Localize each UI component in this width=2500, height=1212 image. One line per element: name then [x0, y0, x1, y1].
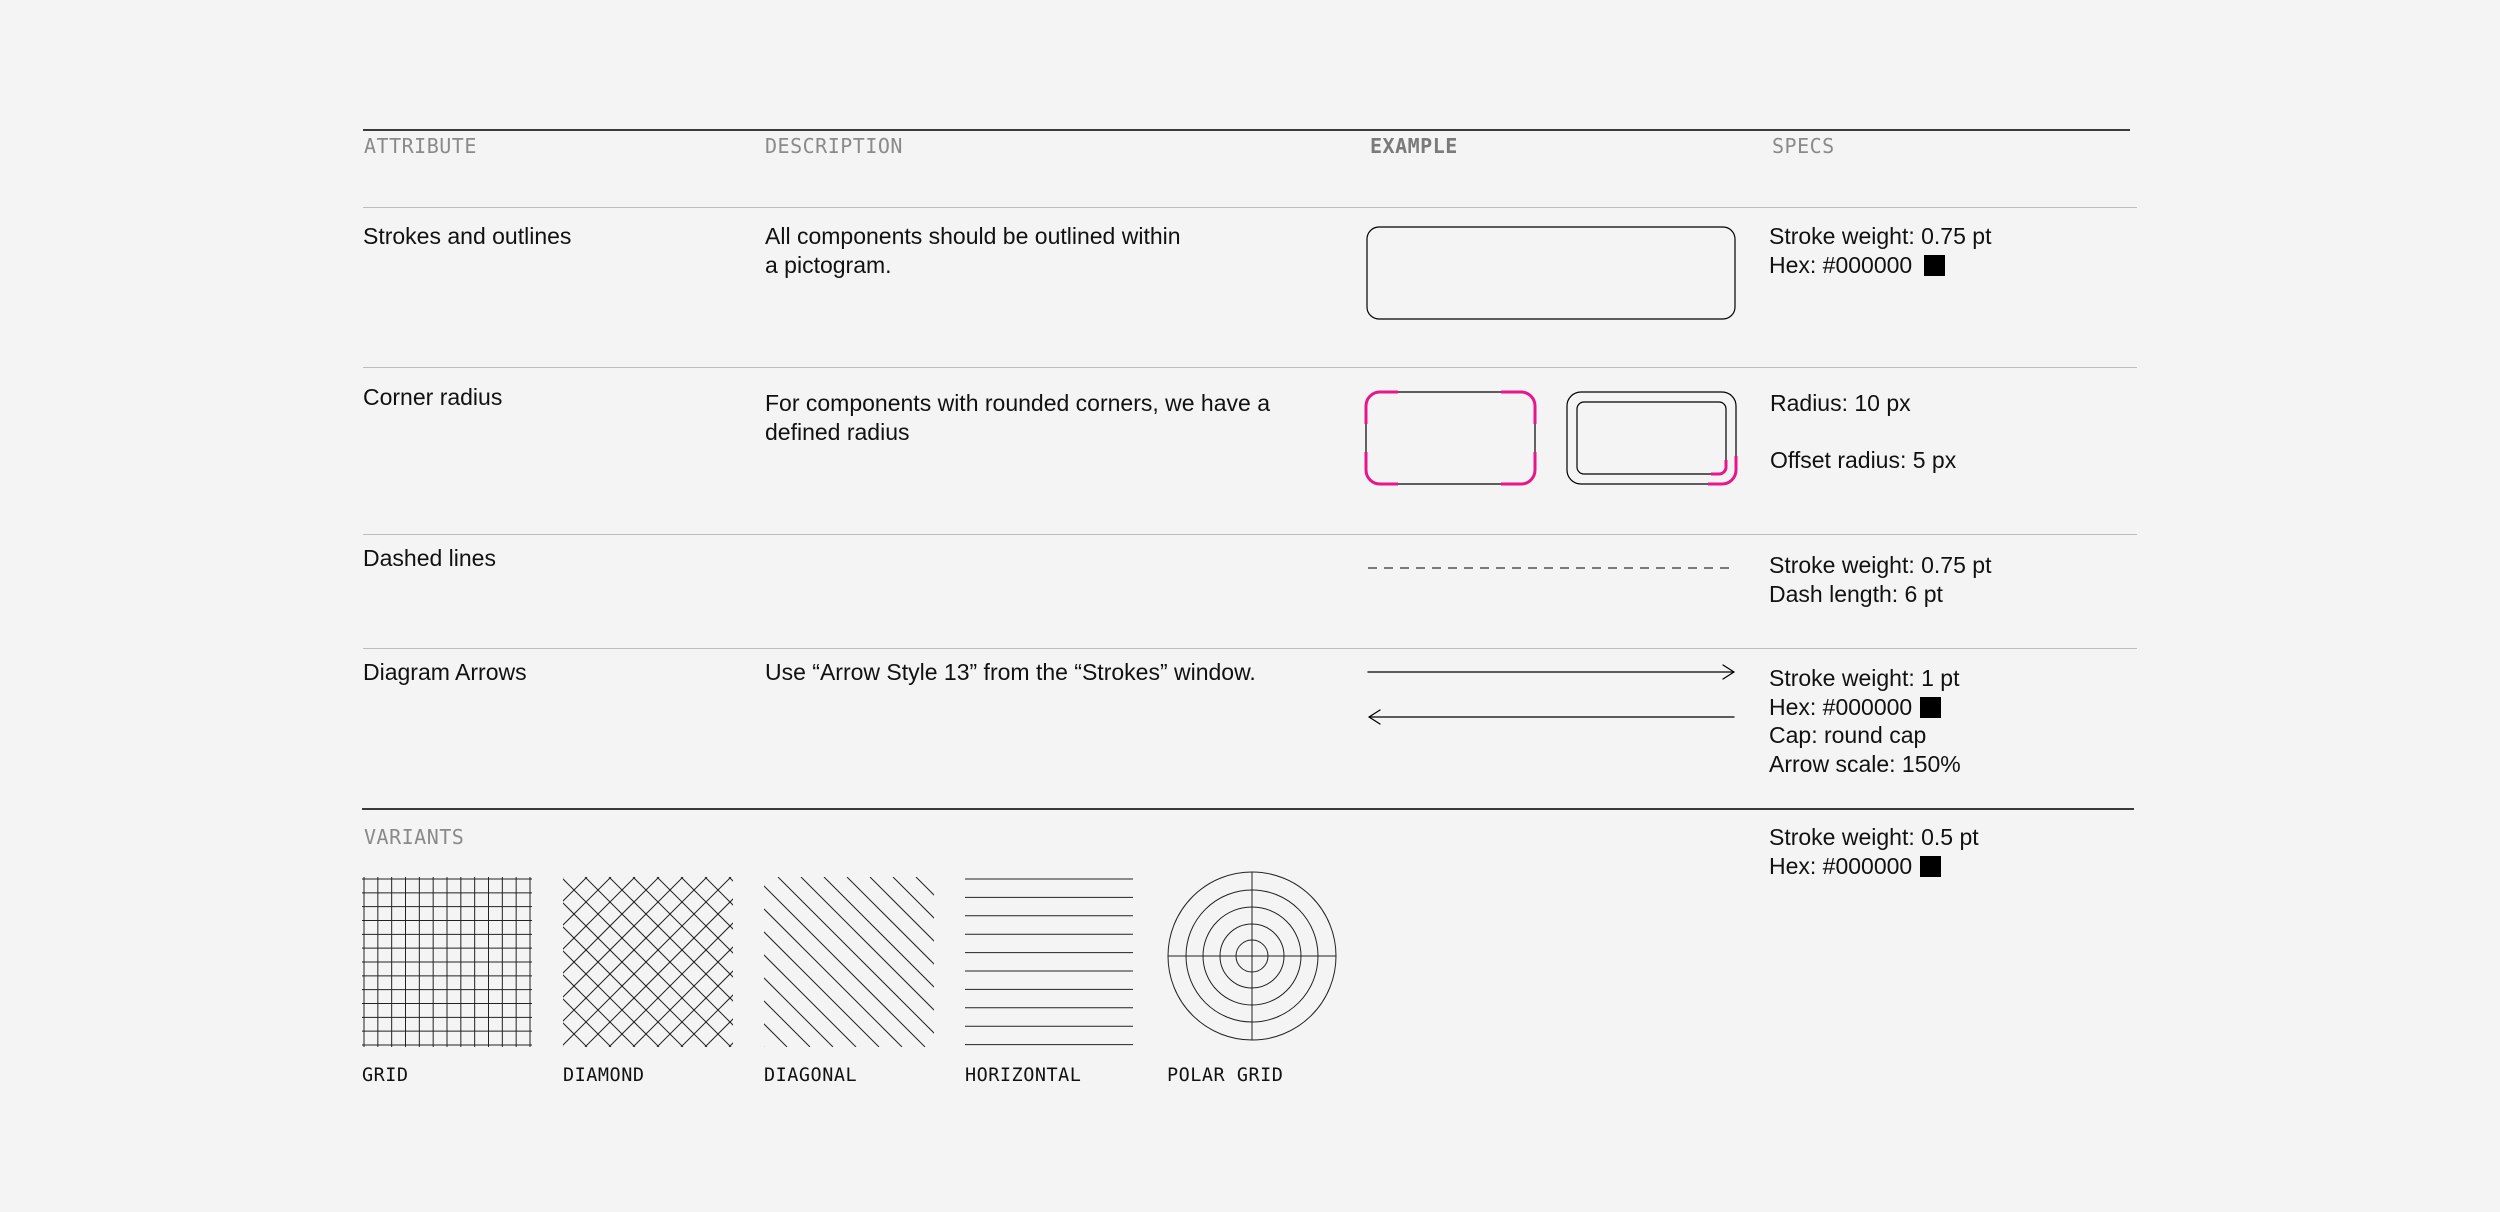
header-top-rule — [363, 129, 2130, 131]
spec-line: Stroke weight: 0.75 pt — [1769, 223, 1992, 249]
row-attribute: Diagram Arrows — [363, 659, 527, 685]
row-divider — [363, 534, 2137, 535]
grid-pattern-icon — [362, 877, 532, 1047]
description-line: For components with rounded corners, we have a — [765, 390, 1270, 416]
row-specs — [1769, 222, 1991, 279]
header-example: EXAMPLE — [1370, 134, 1458, 158]
horizontal-pattern-icon — [965, 877, 1135, 1047]
description-line: defined radius — [765, 418, 910, 445]
arrow-right-example — [1366, 660, 1738, 684]
row-specs — [1770, 389, 1956, 474]
spec-line: Offset radius: 5 px — [1770, 446, 1957, 473]
description-line: a pictogram. — [765, 251, 892, 278]
variants-top-rule — [362, 808, 2134, 810]
row-divider — [363, 648, 2137, 649]
spec-line: Arrow scale: 150% — [1769, 750, 1961, 777]
dashed-line-example — [1368, 565, 1738, 571]
row-attribute: Dashed lines — [363, 545, 496, 571]
diagonal-pattern-icon — [764, 877, 934, 1047]
variant-caption: DIAGONAL — [764, 1065, 858, 1086]
row-divider — [363, 207, 2137, 208]
offset-radius-example — [1565, 390, 1741, 488]
variant-caption: POLAR GRID — [1167, 1065, 1284, 1086]
row-description — [765, 222, 1181, 279]
variants-specs — [1769, 823, 1979, 880]
row-specs — [1769, 664, 1961, 778]
spec-line: Hex: #000000 — [1769, 852, 1979, 881]
variants-label: VARIANTS — [364, 825, 465, 849]
spec-line: Hex: #000000 — [1769, 251, 1991, 280]
row-divider — [363, 367, 2137, 368]
variant-caption: DIAMOND — [563, 1065, 645, 1086]
polar-grid-pattern-icon — [1166, 870, 1338, 1042]
outline-example-box — [1366, 226, 1738, 322]
header-attribute: ATTRIBUTE — [364, 134, 477, 158]
row-attribute: Strokes and outlines — [363, 223, 572, 249]
spec-line: Cap: round cap — [1769, 722, 1927, 748]
row-description — [765, 658, 1256, 687]
diamond-pattern-icon — [563, 877, 733, 1047]
spec-line: Stroke weight: 1 pt — [1769, 665, 1960, 691]
spec-line: Hex: #000000 — [1769, 693, 1961, 722]
spec-line: Radius: 10 px — [1770, 390, 1911, 416]
description-line: All components should be outlined within — [765, 223, 1181, 249]
black-color-swatch — [1924, 255, 1945, 276]
spec-line: Stroke weight: 0.5 pt — [1769, 824, 1979, 850]
row-attribute: Corner radius — [363, 384, 503, 410]
black-color-swatch — [1920, 697, 1941, 718]
header-specs: SPECS — [1772, 134, 1835, 158]
row-specs — [1769, 551, 1991, 608]
spec-line: Stroke weight: 0.75 pt — [1769, 552, 1992, 578]
variant-caption: GRID — [362, 1065, 409, 1086]
spec-line: Dash length: 6 pt — [1769, 580, 1943, 607]
row-description — [765, 389, 1270, 446]
arrow-left-example — [1366, 705, 1738, 729]
header-description: DESCRIPTION — [765, 134, 903, 158]
variant-caption: HORIZONTAL — [965, 1065, 1082, 1086]
black-color-swatch — [1920, 856, 1941, 877]
corner-radius-example — [1364, 390, 1540, 488]
description-line: Use “Arrow Style 13” from the “Strokes” window. — [765, 659, 1256, 685]
